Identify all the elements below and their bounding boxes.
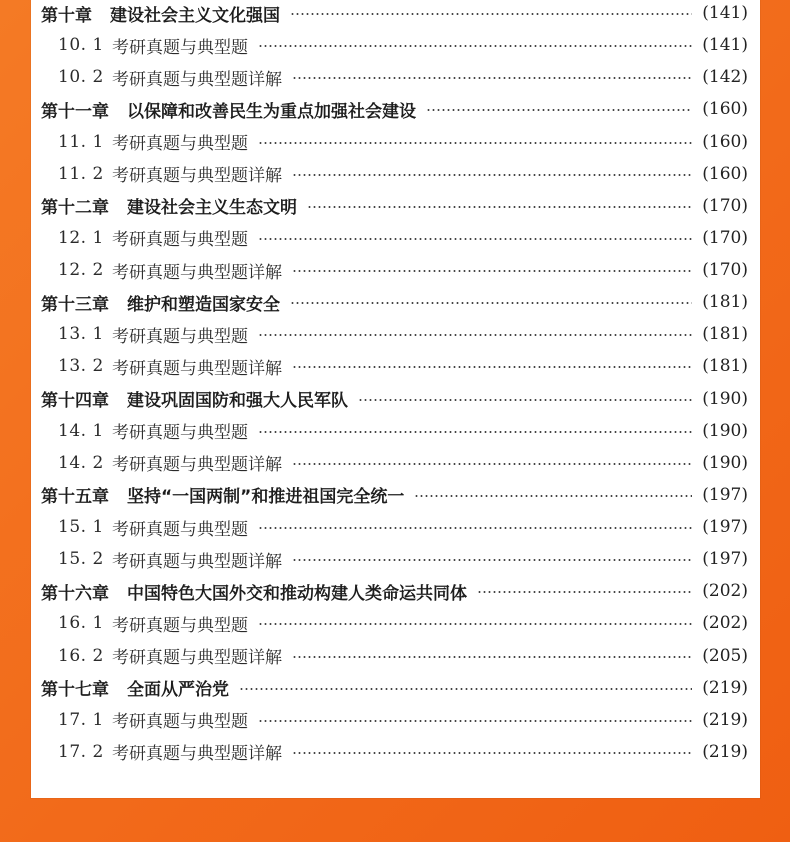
page-number: (219) — [702, 741, 748, 762]
toc-chapter-11[interactable] — [31, 93, 760, 125]
section-title: 考研真题与典型题 — [112, 134, 248, 155]
page-number: (202) — [702, 581, 748, 602]
page-number: (160) — [702, 99, 748, 120]
page-number: (219) — [702, 709, 748, 730]
toc-section-17-1[interactable] — [31, 704, 760, 736]
section-title: 考研真题与典型题详解 — [112, 455, 282, 476]
toc-chapter-10[interactable] — [31, 0, 760, 29]
section-title: 考研真题与典型题 — [112, 326, 248, 347]
dot-leader — [239, 688, 692, 690]
dot-leader — [307, 206, 692, 208]
page-number: (181) — [702, 324, 748, 345]
chapter-number: 第十章 — [41, 5, 92, 26]
page-number: (141) — [702, 35, 748, 56]
section-title: 考研真题与典型题 — [112, 230, 248, 251]
page-number: (197) — [702, 549, 748, 570]
section-number: 14. 1 — [58, 420, 104, 441]
toc-section-10-2[interactable] — [31, 61, 760, 93]
page-number: (160) — [702, 131, 748, 152]
page-number: (197) — [702, 484, 748, 505]
section-number: 15. 1 — [58, 517, 104, 538]
dot-leader — [292, 174, 692, 176]
section-title: 考研真题与典型题详解 — [112, 744, 282, 765]
section-title: 考研真题与典型题详解 — [112, 551, 282, 572]
page-number: (202) — [702, 613, 748, 634]
toc-section-15-1[interactable] — [31, 511, 760, 543]
table-of-contents — [31, 0, 760, 768]
dot-leader — [258, 623, 692, 625]
section-title: 考研真题与典型题详解 — [112, 166, 282, 187]
toc-section-15-2[interactable] — [31, 543, 760, 575]
document-page — [31, 0, 760, 798]
chapter-title: 全面从严治党 — [127, 680, 229, 701]
dot-leader — [258, 238, 692, 240]
toc-chapter-14[interactable] — [31, 383, 760, 415]
chapter-title: 维护和塑造国家安全 — [127, 294, 280, 315]
page-number: (197) — [702, 517, 748, 538]
page-number: (141) — [702, 3, 748, 24]
dot-leader — [290, 302, 692, 304]
toc-section-13-2[interactable] — [31, 350, 760, 382]
chapter-number: 第十一章 — [41, 101, 109, 122]
chapter-number: 第十三章 — [41, 294, 109, 315]
dot-leader — [292, 656, 692, 658]
section-number: 17. 1 — [58, 709, 104, 730]
dot-leader — [258, 720, 692, 722]
toc-chapter-15[interactable] — [31, 479, 760, 511]
section-title: 考研真题与典型题 — [112, 37, 248, 58]
section-title: 考研真题与典型题详解 — [112, 358, 282, 379]
page-number: (170) — [702, 195, 748, 216]
dot-leader — [258, 45, 692, 47]
page-number: (170) — [702, 227, 748, 248]
section-number: 17. 2 — [58, 741, 104, 762]
chapter-number: 第十二章 — [41, 198, 109, 219]
dot-leader — [477, 591, 692, 593]
section-number: 16. 2 — [58, 645, 104, 666]
section-number: 10. 2 — [58, 67, 104, 88]
section-number: 14. 2 — [58, 452, 104, 473]
dot-leader — [290, 13, 692, 15]
dot-leader — [258, 527, 692, 529]
section-title: 考研真题与典型题 — [112, 423, 248, 444]
chapter-number: 第十六章 — [41, 583, 109, 604]
toc-section-16-2[interactable] — [31, 640, 760, 672]
dot-leader — [292, 463, 692, 465]
toc-section-12-1[interactable] — [31, 222, 760, 254]
toc-section-11-1[interactable] — [31, 126, 760, 158]
chapter-title: 建设社会主义文化强国 — [110, 5, 280, 26]
section-number: 16. 1 — [58, 613, 104, 634]
page-number: (170) — [702, 260, 748, 281]
dot-leader — [292, 559, 692, 561]
section-title: 考研真题与典型题 — [112, 519, 248, 540]
dot-leader — [258, 431, 692, 433]
toc-section-10-1[interactable] — [31, 29, 760, 61]
page-number: (219) — [702, 677, 748, 698]
toc-section-13-1[interactable] — [31, 318, 760, 350]
dot-leader — [426, 109, 692, 111]
toc-section-17-2[interactable] — [31, 736, 760, 768]
chapter-title: 建设巩固国防和强大人民军队 — [127, 391, 348, 412]
dot-leader — [358, 399, 692, 401]
dot-leader — [292, 752, 692, 754]
toc-chapter-13[interactable] — [31, 286, 760, 318]
dot-leader — [258, 334, 692, 336]
toc-section-14-1[interactable] — [31, 415, 760, 447]
chapter-number: 第十四章 — [41, 391, 109, 412]
page-number: (181) — [702, 292, 748, 313]
chapter-title: 以保障和改善民生为重点加强社会建设 — [127, 101, 416, 122]
section-number: 12. 1 — [58, 227, 104, 248]
toc-chapter-16[interactable] — [31, 575, 760, 607]
page-number: (190) — [702, 452, 748, 473]
toc-section-16-1[interactable] — [31, 607, 760, 639]
chapter-number: 第十七章 — [41, 680, 109, 701]
section-number: 12. 2 — [58, 260, 104, 281]
section-number: 10. 1 — [58, 35, 104, 56]
toc-section-12-2[interactable] — [31, 254, 760, 286]
toc-section-14-2[interactable] — [31, 447, 760, 479]
section-number: 11. 1 — [58, 131, 104, 152]
section-number: 11. 2 — [58, 163, 104, 184]
section-number: 15. 2 — [58, 549, 104, 570]
section-title: 考研真题与典型题详解 — [112, 648, 282, 669]
dot-leader — [258, 142, 692, 144]
page-number: (190) — [702, 388, 748, 409]
dot-leader — [292, 270, 692, 272]
dot-leader — [292, 77, 692, 79]
section-number: 13. 2 — [58, 356, 104, 377]
section-number: 13. 1 — [58, 324, 104, 345]
page-number: (160) — [702, 163, 748, 184]
section-title: 考研真题与典型题详解 — [112, 69, 282, 90]
dot-leader — [292, 366, 692, 368]
page-number: (190) — [702, 420, 748, 441]
toc-chapter-17[interactable] — [31, 672, 760, 704]
dot-leader — [414, 495, 692, 497]
page-number: (142) — [702, 67, 748, 88]
toc-section-11-2[interactable] — [31, 158, 760, 190]
page-number: (181) — [702, 356, 748, 377]
chapter-number: 第十五章 — [41, 487, 109, 508]
section-title: 考研真题与典型题详解 — [112, 262, 282, 283]
section-title: 考研真题与典型题 — [112, 615, 248, 636]
page-number: (205) — [702, 645, 748, 666]
chapter-title: 坚持“一国两制”和推进祖国完全统一 — [127, 487, 405, 508]
chapter-title: 建设社会主义生态文明 — [127, 198, 297, 219]
section-title: 考研真题与典型题 — [112, 712, 248, 733]
chapter-title: 中国特色大国外交和推动构建人类命运共同体 — [127, 583, 467, 604]
toc-chapter-12[interactable] — [31, 190, 760, 222]
